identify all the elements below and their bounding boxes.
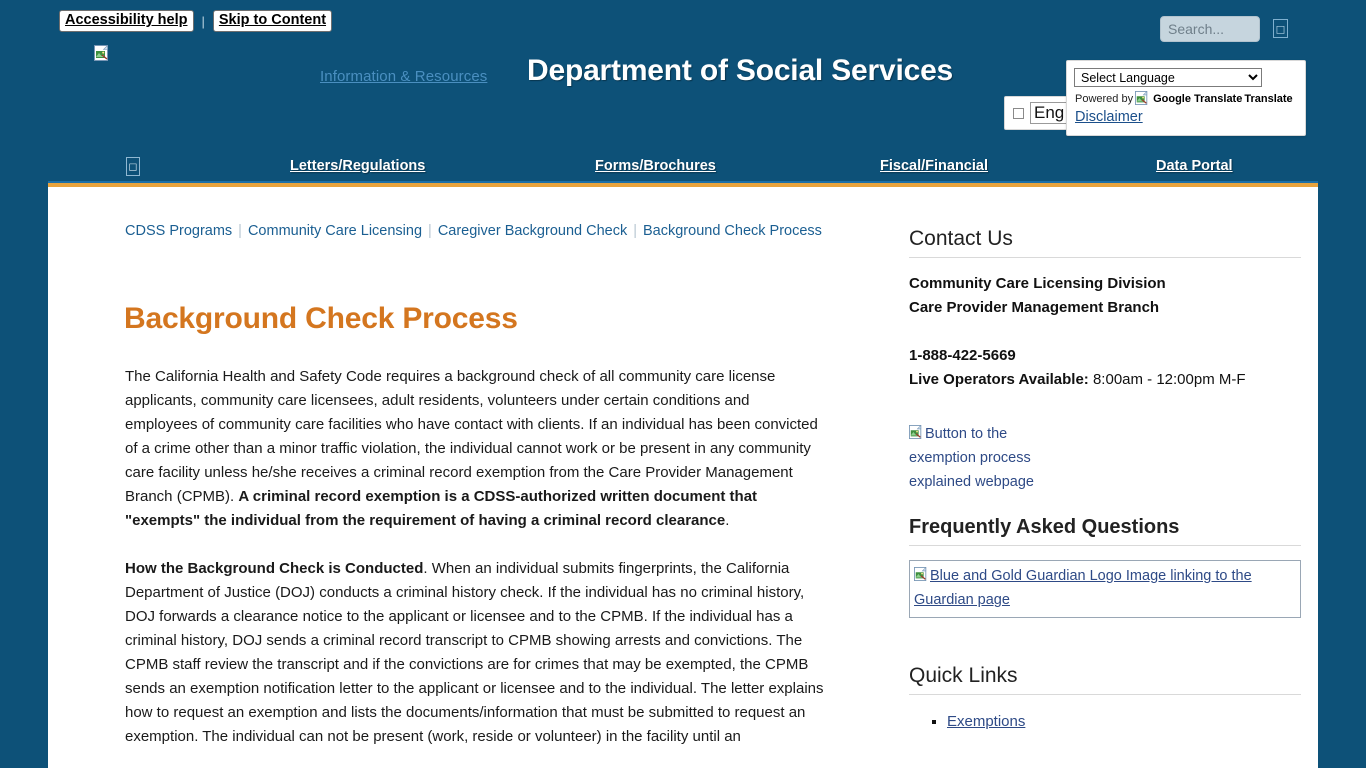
broken-image-icon <box>94 45 110 61</box>
nav-item-data-portal[interactable]: Data Portal <box>1156 158 1233 174</box>
skip-links-separator: | <box>201 13 205 29</box>
exemption-button-alt-text: Button to the exemption process explained webpage <box>909 426 1034 490</box>
page-title: Background Check Process <box>124 302 518 335</box>
paragraph-1 <box>125 365 825 533</box>
breadcrumb-item-community-care-licensing[interactable]: Community Care Licensing <box>247 223 423 239</box>
google-translate-alt-text: Google Translate <box>1153 93 1243 105</box>
right-sidebar <box>909 227 1309 731</box>
paragraph-1-text-b: . <box>725 512 730 529</box>
skip-to-content-link[interactable]: Skip to Content <box>213 10 332 32</box>
nav-item-fiscal-financial[interactable]: Fiscal/Financial <box>880 158 988 174</box>
breadcrumb-item-cdss-programs[interactable]: CDSS Programs <box>125 223 233 239</box>
translate-disclaimer-link[interactable]: Disclaimer <box>1075 109 1143 125</box>
nav-home-icon[interactable]: ◻ <box>126 157 140 176</box>
contact-operators-label: Live Operators Available: <box>909 371 1089 388</box>
breadcrumb-separator: | <box>633 223 637 239</box>
paragraph-1-bold: A criminal record exemption is a CDSS-authorized written document that "exempts" the individual from the requirement of having a criminal record clearance <box>125 488 758 529</box>
breadcrumb-separator: | <box>428 223 432 239</box>
quick-links-heading: Quick Links <box>909 664 1301 695</box>
breadcrumb-item-caregiver-background-check[interactable]: Caregiver Background Check <box>437 223 628 239</box>
contact-division: Community Care Licensing Division <box>909 275 1166 292</box>
powered-by-row <box>1075 91 1293 107</box>
article-body <box>125 365 825 768</box>
breadcrumb <box>125 219 825 243</box>
contact-details <box>909 272 1309 392</box>
paragraph-2-bold: How the Background Check is Conducted <box>125 560 424 577</box>
page-site-title: Department of Social Services <box>527 54 954 87</box>
contact-us-heading: Contact Us <box>909 227 1301 258</box>
quick-links-list <box>909 713 1309 731</box>
nav-item-letters-regulations[interactable]: Letters/Regulations <box>290 158 426 174</box>
skip-links <box>59 10 332 32</box>
breadcrumb-item-background-check-process[interactable]: Background Check Process <box>643 223 822 239</box>
google-translate-broken-image-icon <box>1135 91 1151 107</box>
information-resources-link[interactable]: Information & Resources <box>320 68 488 85</box>
broken-image-icon <box>909 425 925 441</box>
paragraph-1-text-a: The California Health and Safety Code requires a background check of all community care license applicants, community care licensees, adult residents, volunteers under certain conditions and employees of community care facilities who have contact with clients. If an individual has been convicted of a crime other than a minor traffic violation, the individual cannot work or be present in any community care facility unless he/she receives a criminal record exemption from the Care Provider Management Branch (CPMB). <box>125 368 818 505</box>
contact-operators <box>909 368 1309 392</box>
english-checkbox[interactable] <box>1013 108 1024 119</box>
contact-branch: Care Provider Management Branch <box>909 299 1160 316</box>
guardian-alt-text: Blue and Gold Guardian Logo Image linking to the Guardian page <box>914 568 1252 608</box>
accessibility-help-link[interactable]: Accessibility help <box>59 10 194 32</box>
nav-item-forms-brochures[interactable]: Forms/Brochures <box>595 158 716 174</box>
content-area <box>48 187 1318 768</box>
breadcrumb-separator: | <box>238 223 242 239</box>
faq-heading: Frequently Asked Questions <box>909 516 1301 546</box>
search-icon[interactable]: ◻ <box>1273 19 1288 38</box>
broken-image-icon <box>914 567 930 583</box>
translate-word: Translate <box>1244 93 1293 105</box>
site-logo-link[interactable] <box>94 45 112 63</box>
contact-operators-hours: 8:00am - 12:00pm M-F <box>1088 371 1246 388</box>
exemption-process-button-link[interactable] <box>909 422 1069 494</box>
select-language-dropdown[interactable] <box>1074 68 1262 87</box>
paragraph-2-text: . When an individual submits fingerprints, the California Department of Justice (DOJ) conducts a criminal history check. If the individual has no criminal history, DOJ forwards a clearance notice to the applicant or licensee and to the CPMB. If the individual has a criminal history, DOJ sends a criminal record transcript to CPMB showing arrests and convictions. The CPMB staff review the transcript and if the convictions are for crimes that may be exempted, the CPMB sends an exemption notification letter to the applicant or licensee and to the individual. The letter explains how to request an exemption and lists the documents/information that must be submitted to request an exemption. The individual can not be present (work, reside or volunteer) in the facility until an <box>125 560 824 745</box>
paragraph-2 <box>125 557 825 749</box>
google-translate-widget[interactable] <box>1066 60 1306 136</box>
guardian-page-link[interactable] <box>909 560 1301 618</box>
english-label: Eng <box>1030 102 1068 124</box>
contact-spacer <box>909 320 1309 344</box>
list-item <box>947 713 1309 731</box>
quick-link-exemptions[interactable]: Exemptions <box>947 713 1026 730</box>
search-input[interactable] <box>1160 16 1260 42</box>
powered-by-label: Powered by <box>1075 93 1134 105</box>
main-navigation <box>48 147 1318 185</box>
contact-phone: 1-888-422-5669 <box>909 347 1016 364</box>
